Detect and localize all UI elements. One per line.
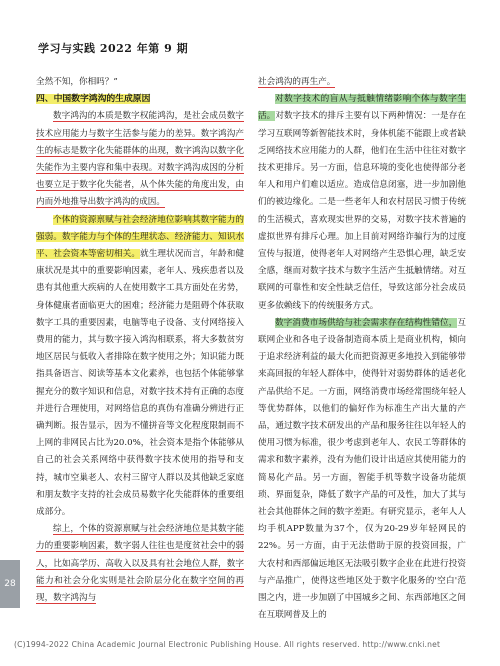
page-number-tab bbox=[0, 560, 20, 608]
page-number: 28 bbox=[4, 579, 16, 589]
paragraph-2 bbox=[36, 212, 244, 522]
paragraph-3 bbox=[36, 521, 244, 607]
left-column bbox=[36, 74, 244, 607]
copyright-footer: (C)1994-2022 China Academic Journal Electronic Publishing House. All rights reserved. http://www.cnki.net bbox=[14, 640, 441, 649]
right-paragraph-2-text: 互联网企业和各电子设备制造商本质上是商业机构，倾向于追求经济利益的最大化而把资源更多地投入到能够带来高回报的年轻人群体中，使得针对弱势群体的适老化产品供给不足。一方面，网络消费市场经常围绕年轻人等优势群体，以他们的偏好作为标准生产出大量的产品，通过数字技术研发出的产品和服务往往以年轻人的使用习惯为标准，很少考虑到老年人、农民工等群体的需求和数字素养，没有为他们设计出适应其使用能力的简易化产品。另一方面，智能手机等数字设备功能烦琐、界面复杂，降低了数字产品的可及性，加大了其与社会其他群体之间的数字差距。有研究显示，老年人人均手机APP数量为37个，仅为20-29岁年轻网民的22%。另一方面，由于无法借助于原的投资回报，广大农村和西部偏远地区无法吸引数字企业在此进行投资与产品推广，使得这些地区处于数字化服务的'空白'范围之内，进一步加剧了中国城乡之间、东西部地区之间在互联网普及上的 bbox=[258, 317, 466, 621]
paragraph-3-text: 综上，个体的资源禀赋与社会经济地位是其数字能力的重要影响因素，数字弱人往往也是度贫社会中的弱人，比如高学历、高收入以及具有社会地位人群，数字能力和社会分化实则是社会阶层分化在数字空间的再现，数字鸿沟与 bbox=[36, 524, 244, 604]
right-paragraph-1-text: 对数字技术的排斥主要有以下两种情况：一是存在学习互联网等新智能技术时，身体机能不能跟上或者缺乏网络技术应用能力的人群，他们在生活中往往对数字技术更排斥。另一方面，信息环境的变化也使得部分老年人和用户们难以适应。造成信息闭塞，进一步加剧他们的被边缘化。二是一些老年人和农村居民习惯于传统的生活模式，喜欢现实世界的交易，对数字技术普遍的虚拟世界有排斥心理。加上目前对网络诈骗行为的过度宣传与报道，使得老年人对网络产生恐惧心理，缺乏安全感，继而对数字技术与数字生活产生抵触情绪。对互联网的可靠性和安全性缺乏信任，导致这部分社会成员更多依赖线下的传统服务方式。 bbox=[258, 111, 466, 311]
intro-line: 全然不知，你相吗？” bbox=[36, 77, 118, 87]
right-paragraph-2 bbox=[258, 315, 466, 625]
paragraph-1 bbox=[36, 108, 244, 211]
right-paragraph-1-highlight: 对数字技术的盲从与抵触情绪影响个体与数字生活。 bbox=[258, 94, 466, 122]
section-heading bbox=[36, 91, 244, 108]
right-intro bbox=[258, 74, 466, 91]
paragraph-2-text: 就生理状况而言，年龄和健康状况是其中的重要影响因素，老年人、残疾患者以及患有其他重大疾病的人在使用数字工具方面处在劣势，身体健康者面临更大的困难；经济能力是阻碍个体获取数字工具的重要因素，电脑等电子设备、支付网络接入费用的能力，其与数字接入鸿沟相联系，将大多数贫穷地区居民与低收入者排除在数字使用之外；知识能力既指具备语言、阅读等基本文化素养，也包括个体能够掌握充分的数字知识和信息，对数字技术持有正确的态度并进行合理使用，对网络信息的真伪有准确分辨进行正确判断。报告显示，因为不懂拼音等文化程度限制而不上网的非网民占比为20.0%，社会资本是指个体能够从自己的社会关系网络中获得数字技术使用的指导和支持，城市空巢老人、农村三留守人群以及其他缺乏家庭和朋友数字支持的社会成员易数字化失能群体的重要组成部分。 bbox=[36, 249, 244, 518]
journal-header: 学习与实践 2022 年第 9 期 bbox=[38, 42, 189, 55]
right-paragraph-1 bbox=[258, 91, 466, 315]
paragraph-2-highlight: 个体的资源禀赋与社会经济地位影响其数字能力的强弱。数字能力与个体的生理状态、经济能力、知识水平、社会资本等密切相关。 bbox=[36, 214, 244, 260]
right-intro-text: 社会鸿沟的再生产。 bbox=[258, 77, 336, 87]
right-column bbox=[258, 74, 466, 625]
section-heading-text: 四、中国数字鸿沟的生成原因 bbox=[36, 94, 151, 105]
paragraph-1-text: 数字鸿沟的本质是数字权能鸿沟，是社会成员数字技术应用能力与数字生活参与能力的差异。数字鸿沟产生的标志是数字化失能群体的出现，数字鸿沟以数字化失能作为主要内容和集中表现。对数字鸿沟成因的分析也要立足于数字化失能者，从个体失能的角度出发，由内而外地推导出数字鸿沟的成因。 bbox=[36, 111, 244, 208]
right-paragraph-2-highlight: 数字消费市场供给与社会需求存在结构性错位， bbox=[275, 317, 458, 328]
